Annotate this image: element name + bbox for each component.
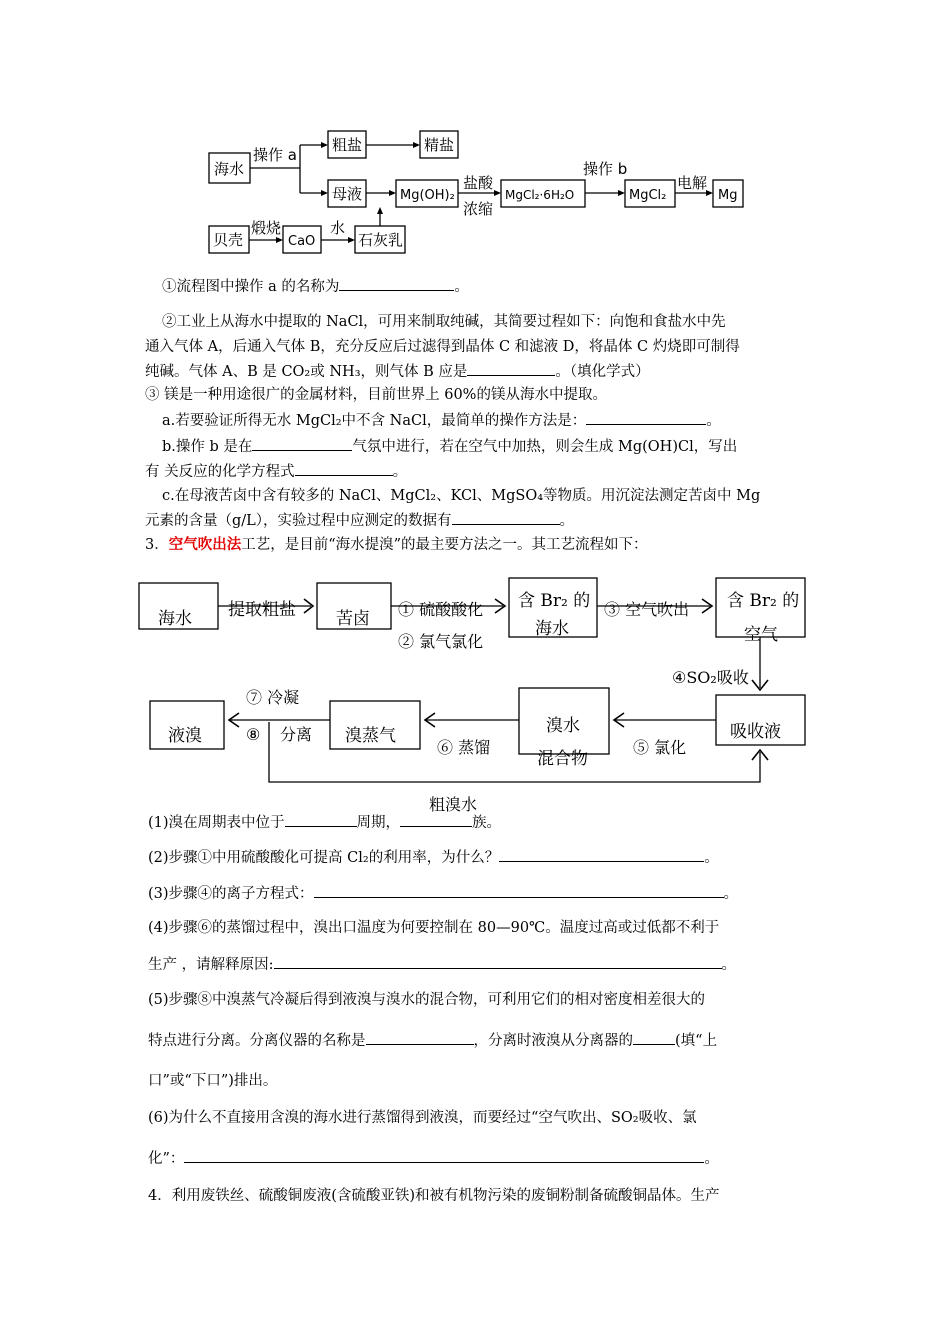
label-separate: 分离 [280,725,313,744]
q-part2-5-line3: 口”或“下口”)排出。 [148,1073,278,1089]
q-part2-3: (3)步骤④的离子方程式： 。 [148,883,738,904]
question-3c: c.在母液苦卤中含有较多的 NaCl、MgCl₂、KCl、MgSO₄等物质。用沉淀法测定苦卤中 Mg [162,488,761,504]
q-part2-5-line1: (5)步骤⑧中溴蒸气冷凝后得到液溴与溴水的混合物，可利用它们的相对密度相差很大的 [148,992,706,1008]
question-2-line1: ②工业上从海水中提取的 NaCl，可用来制取纯碱，其简要过程如下：向饱和食盐水中先 [162,314,726,330]
answer-blank[interactable] [339,276,454,291]
label-electrolysis: 电解 [677,174,708,192]
label-fine-salt: 精盐 [424,136,455,154]
label-bromine-water-2: 混合物 [537,749,588,769]
question-1: ①流程图中操作 a 的名称为 。 [162,276,469,297]
label-mg: Mg [718,188,738,203]
label-br-seawater-2: 海水 [535,619,569,639]
label-br-seawater-1: 含 Br₂ 的 [518,591,591,611]
label-br-air-2: 空气 [744,625,778,645]
section-3-heading: 3．空气吹出法工艺，是目前“海水提溴”的最主要方法之一。其工艺流程如下： [145,536,648,553]
answer-blank[interactable] [366,1030,474,1045]
question-2-line3: 纯碱。气体 A、B 是 CO₂或 NH₃，则气体 B 应是 。（填化学式） [145,361,650,382]
label-water: 水 [330,219,346,237]
label-crude-bromine-water: 粗溴水 [429,795,478,814]
answer-blank[interactable] [295,461,393,476]
question-2-line2: 通入气体 A，后通入气体 B，充分反应后过滤得到晶体 C 和滤液 D，将晶体 C 灼烧即可制得 [145,339,740,355]
label-bittern: 苦卤 [336,609,370,629]
question-3a: a.若要验证所得无水 MgCl₂中不含 NaCl，最简单的操作方法是： 。 [162,410,721,431]
label-absorb: 吸收液 [730,722,781,742]
label-mother-liquor: 母液 [332,185,363,203]
answer-blank[interactable] [586,410,706,425]
answer-blank[interactable] [633,1030,675,1045]
q-part2-6-line2: 化”： 。 [148,1148,719,1169]
label-seawater: 海水 [214,160,245,178]
label-lime-milk: 石灰乳 [358,231,404,249]
label-step6: ⑥ 蒸馏 [437,738,491,757]
bromine-flow-diagram [0,560,950,825]
label-crude-salt: 粗盐 [332,136,363,154]
q-part2-6-line1: (6)为什么不直接用含溴的海水进行蒸馏得到液溴，而要经过“空气吹出、SO₂吸收、氯 [148,1110,697,1126]
answer-blank[interactable] [452,510,560,525]
question-3c-line2: 元素的含量（g/L），实验过程中应测定的数据有 。 [145,510,574,531]
label-cao: CaO [288,234,316,249]
label-seawater-2: 海水 [158,609,192,629]
label-mgcl2: MgCl₂ [629,188,667,203]
label-mgoh2: Mg(OH)₂ [400,188,455,203]
answer-blank[interactable] [400,812,472,827]
question-3b: b.操作 b 是在 气氛中进行，若在空气中加热，则会生成 Mg(OH)Cl，写出 [162,436,737,457]
label-op-b: 操作 b [583,160,628,178]
label-op-a: 操作 a [253,146,297,164]
answer-blank[interactable] [467,361,555,376]
highlight-method: 空气吹出法 [168,536,242,553]
answer-blank[interactable] [499,847,704,862]
q-part2-1: (1)溴在周期表中位于 周期， 族。 [148,812,501,833]
label-step3: ③ 空气吹出 [604,600,690,619]
label-step5: ⑤ 氯化 [633,738,687,757]
section-4-text: 4．利用废铁丝、硫酸铜废液(含硫酸亚铁)和被有机物污染的废铜粉制备硫酸铜晶体。生产 [148,1188,720,1204]
label-calcine: 煅烧 [251,219,282,237]
label-step4: ④SO₂吸收 [672,668,749,687]
label-br-air-1: 含 Br₂ 的 [727,591,800,611]
answer-blank[interactable] [252,436,352,451]
label-shell: 贝壳 [213,231,244,249]
label-step2: ② 氯气氯化 [398,632,484,651]
question-3b-line2: 有 关反应的化学方程式 。 [145,461,407,482]
question-3-line1: ③ 镁是一种用途很广的金属材料，目前世界上 60%的镁从海水中提取。 [145,387,607,403]
label-liquid-bromine: 液溴 [168,726,202,746]
label-concentrate: 浓缩 [463,200,494,218]
label-hcl: 盐酸 [463,174,494,192]
q-part2-4-line1: (4)步骤⑥的蒸馏过程中，溴出口温度为何要控制在 80—90℃。温度过高或过低都不利于 [148,920,720,936]
answer-blank[interactable] [274,954,722,969]
label-step7: ⑦ 冷凝 [246,688,300,707]
q-part2-4-line2: 生产 ，请解释原因: 。 [148,954,736,975]
q-part2-2: (2)步骤①中用硫酸酸化可提高 Cl₂的利用率，为什么？ 。 [148,847,719,868]
magnesium-flow-diagram [0,0,950,270]
label-extract-salt: 提取粗盐 [228,600,296,620]
answer-blank[interactable] [184,1148,704,1163]
label-mgcl2-hydrate: MgCl₂·6H₂O [505,188,575,202]
label-bromine-water-1: 溴水 [546,716,580,736]
answer-blank[interactable] [314,883,724,898]
label-step8: ⑧ [246,725,261,744]
label-step1: ① 硫酸酸化 [398,600,484,619]
q-part2-5-line2: 特点进行分离。分离仪器的名称是 ，分离时液溴从分离器的 (填“上 [148,1030,717,1051]
answer-blank[interactable] [285,812,357,827]
label-bromine-vapor: 溴蒸气 [345,726,396,746]
